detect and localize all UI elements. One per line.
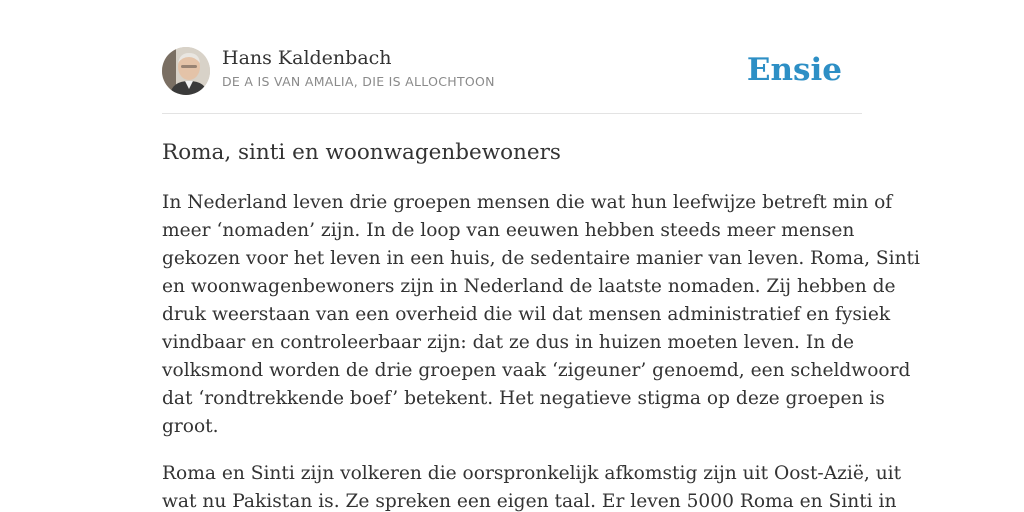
article-body <box>162 189 920 512</box>
text-line: en woonwagenbewoners zijn in Nederland de laatste nomaden. Zij hebben de <box>162 276 896 297</box>
author-bio: DE A IS VAN AMALIA, DIE IS ALLOCHTOON <box>222 74 495 89</box>
paragraph-1 <box>162 189 920 441</box>
author-name[interactable]: Hans Kaldenbach <box>222 47 392 69</box>
text-line: gekozen voor het leven in een huis, de sedentaire manier van leven. Roma, Sinti <box>162 248 920 269</box>
avatar[interactable] <box>162 47 210 95</box>
text-line: druk weerstaan van een overheid die wil dat mensen administratief en fysiek <box>162 304 891 325</box>
text-line: In Nederland leven drie groepen mensen die wat hun leefwijze betreft min of <box>162 192 893 213</box>
text-line: dat ‘rondtrekkende boef’ betekent. Het negatieve stigma op deze groepen is <box>162 388 885 409</box>
text-line: wat nu Pakistan is. Ze spreken een eigen taal. Er leven 5000 Roma en Sinti in <box>162 491 897 512</box>
text-line: volksmond worden de drie groepen vaak ‘zigeuner’ genoemd, een scheldwoord <box>162 360 911 381</box>
text-line: meer ‘nomaden’ zijn. In de loop van eeuwen hebben steeds meer mensen <box>162 220 855 241</box>
brand-logo[interactable]: Ensie <box>746 52 842 88</box>
avatar-photo <box>162 47 210 95</box>
header-divider <box>162 113 862 114</box>
text-line: vindbaar en controleerbaar zijn: dat ze dus in huizen moeten leven. In de <box>162 332 855 353</box>
text-line: groot. <box>162 416 219 437</box>
author-header <box>162 46 862 96</box>
paragraph-2 <box>162 460 902 512</box>
text-line: Roma en Sinti zijn volkeren die oorspronkelijk afkomstig zijn uit Oost-Azië, uit <box>162 463 902 484</box>
article-title: Roma, sinti en woonwagenbewoners <box>162 140 561 165</box>
